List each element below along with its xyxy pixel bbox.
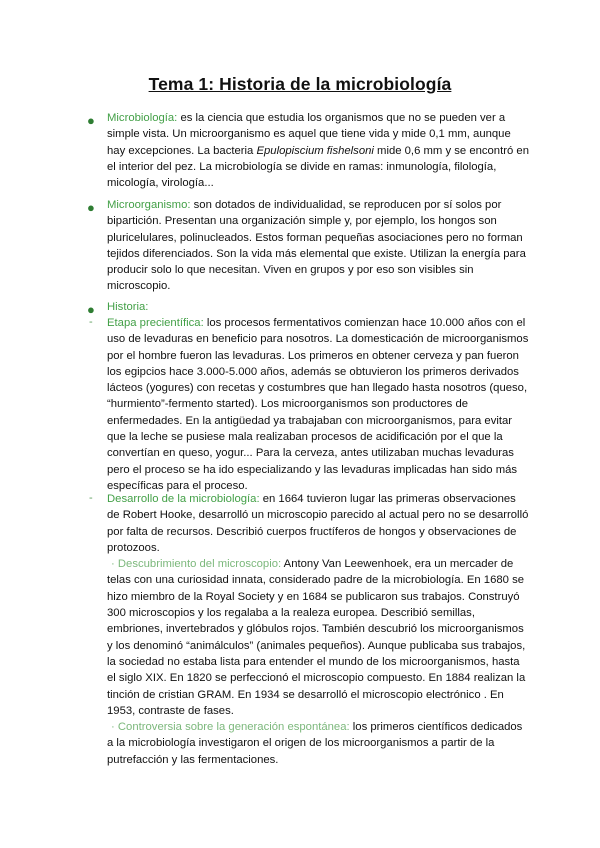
bullet-marker: ● xyxy=(87,302,95,317)
term-historia: Historia: xyxy=(107,301,149,313)
page-title: Tema 1: Historia de la microbiología xyxy=(148,74,452,94)
term-precientifica: Etapa precientífica: xyxy=(107,317,204,329)
bullet-marker: ● xyxy=(87,113,95,128)
species-name: Epulopiscium fishelsoni xyxy=(256,144,374,157)
paragraph-desarrollo xyxy=(107,491,531,768)
text-microorganismo: son dotados de individualidad, se reproducen por sí solos por bipartición. Presentan una organización simple y, por ejemplo, los hongos son pluricelulares, polinucleados. Estos forman pequeñas asociaciones pero no forman tejidos diferenciados. Son la vida más elemental que existe. Utilizan la energía para producir solo lo que necesitan. Viven en grupos y por eso son visibles sin microscopio. xyxy=(107,199,526,293)
heading-historia xyxy=(107,299,531,315)
term-desarrollo: Desarrollo de la microbiología: xyxy=(107,493,260,505)
term-microorganismo: Microorganismo: xyxy=(107,199,191,211)
text-microbiologia-a: es la ciencia que estudia los organismos que no se pueden ver a simple vista. Un microorganismo es aquel que tiene vida y mide 0,1 mm, aunque hay excepciones. La bacteria xyxy=(107,112,511,157)
text-microscopio: Antony Van Leewenhoek, era un mercader de telas con una curiosidad innata, considerado padre de la microbiología. En 1680 se hizo miembro de la Royal Society y en 1684 se publicaron sus trabajos. Construyó 300 microscopios y los regalaba a la realeza europea. Describió semillas, embriones, invertebrados y glóbulos rojos. También descubrió los microorganismos y los denominó “animálculos” (animales pequeños). Aunque publicaba sus trabajos, la sociedad no estaba lista para entender el mundo de los microorganismos, hasta el siglo XIX. En 1820 se perfeccionó el microscopio compuesto. En 1884 realizan la tinción de cristian GRAM. En 1934 se desarrolló el microscopio electrónico . En 1953, contraste de fases. xyxy=(107,558,526,717)
dash-marker: - xyxy=(89,316,93,328)
text-precientifica: los procesos fermentativos comienzan hace 10.000 años con el uso de levaduras en beneficio para nosotros. La domesticación de microorganismos por el hombre fueron las levaduras. Los primeros en obtener cerveza y pan fueron los egipcios hace 3.000-5.000 años, además se obtuvieron los primeros derivados lácteos (yogures) con recetas y costumbres que han llegado hasta nosotros (queso, “hurmiento”-fermento started). Los microorganismos son productores de enfermedades. En la antigüedad ya trabajaban con microorganismos, para evitar que la leche se pusiese mala realizaban procesos de acidificación por el que la convertían en queso, yogur... Para la cerveza, antes utilizaban muchas levaduras pero el proceso se ha ido especializando y las levaduras implicadas han sido más específicas para el proceso. xyxy=(107,317,529,492)
subterm-generacion-label: · Controversia sobre la generación espontánea: xyxy=(111,721,350,734)
subterm-microscopio xyxy=(107,558,281,570)
bullet-marker: ● xyxy=(87,200,95,215)
paragraph-microorganismo xyxy=(107,197,531,295)
term-microbiologia: Microbiología: xyxy=(107,112,178,124)
paragraph-precientifica xyxy=(107,315,531,494)
dash-marker: - xyxy=(89,492,93,504)
text-generacion: los primeros científicos dedicados a la microbiología investigaron el origen de los microorganismos a partir de la putrefacción y las fermentaciones. xyxy=(107,721,523,766)
subterm-generacion xyxy=(107,721,350,733)
subterm-microscopio-label: · Descubrimiento del microscopio: xyxy=(111,558,282,571)
text-microbiologia-b: mide 0,6 mm y se encontró en el interior del pez. La microbiología se divide en ramas: inmunología, filología, micología, virología... xyxy=(107,144,529,190)
paragraph-microbiologia xyxy=(107,110,531,191)
text-desarrollo: en 1664 tuvieron lugar las primeras observaciones de Robert Hooke, desarrolló un microscopio parecido al actual pero no se desarrolló por falta de recursos. Describió cuerpos fructíferos de hongos y observaciones de protozoos. xyxy=(107,493,529,554)
